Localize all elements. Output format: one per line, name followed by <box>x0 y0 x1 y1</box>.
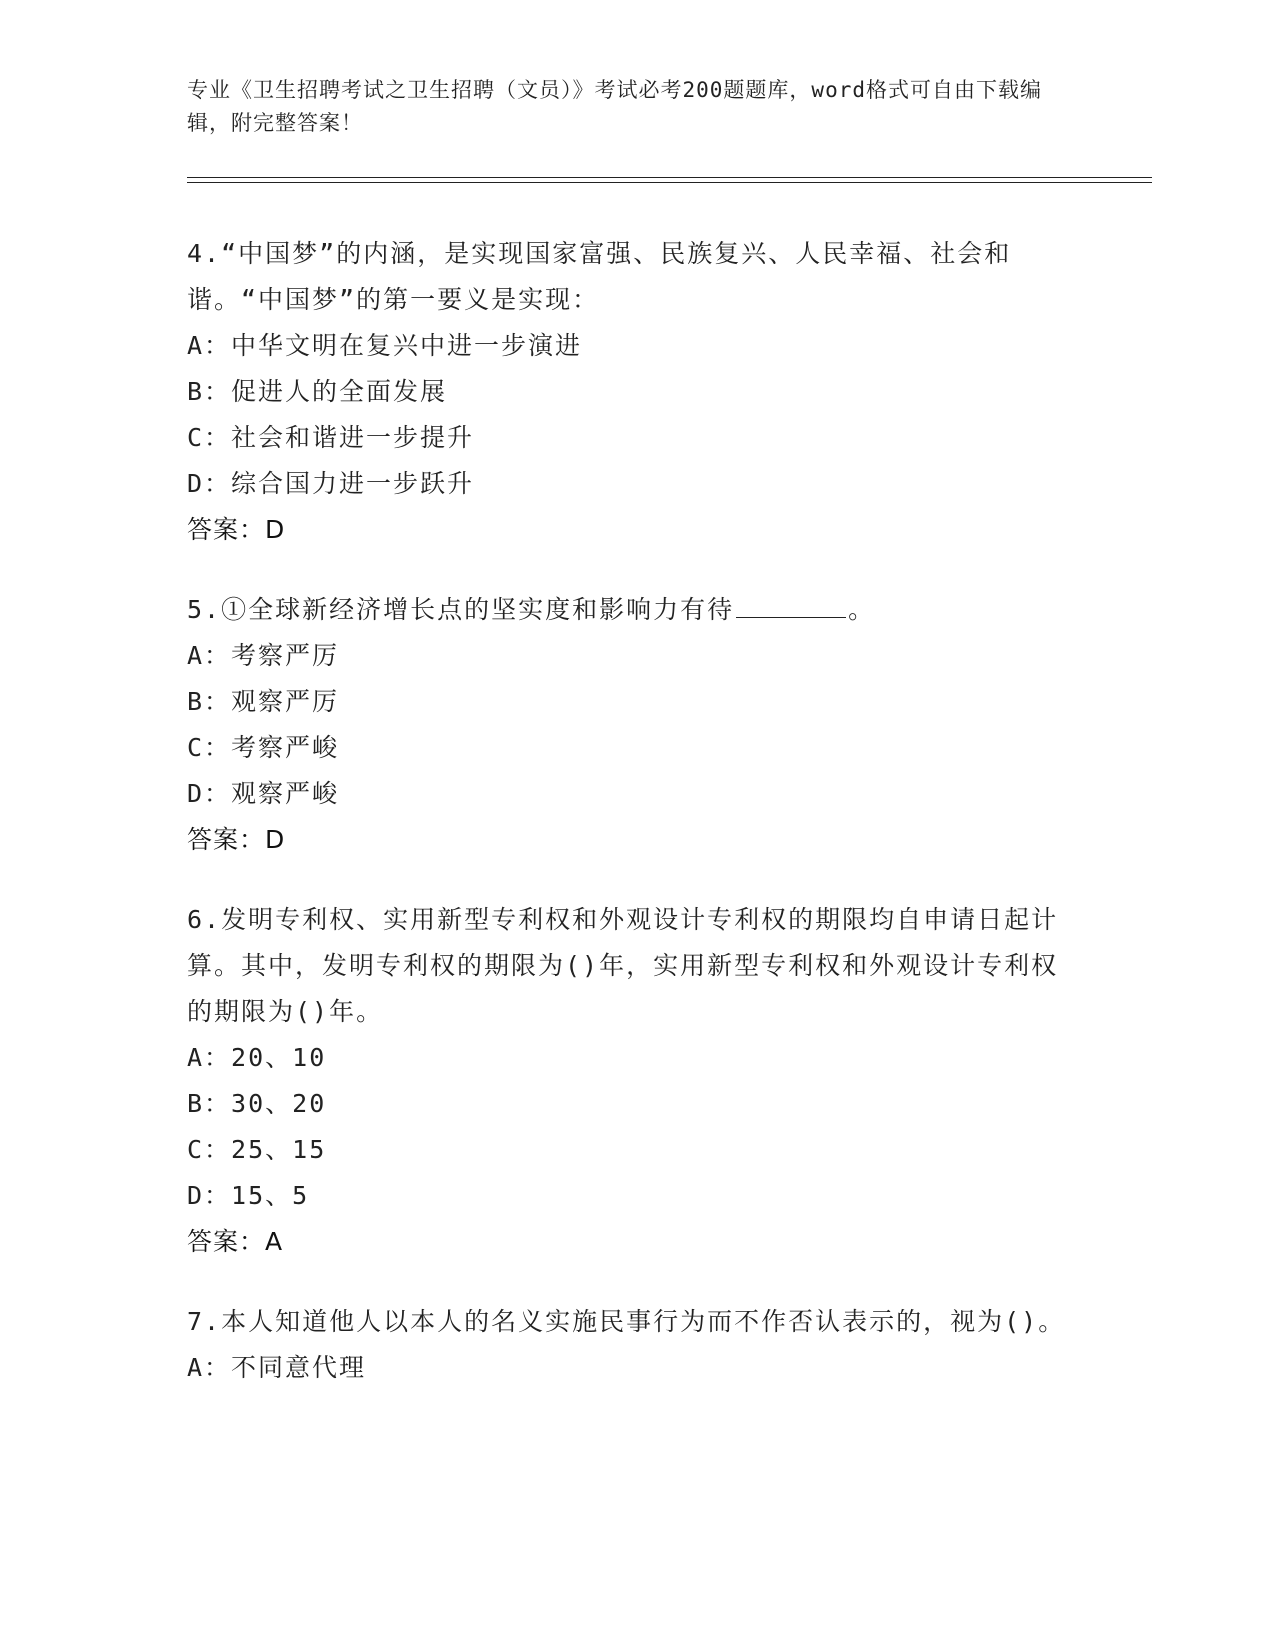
answer-line: 答案：A <box>187 1227 284 1256</box>
stem-end-punctuation: 。 <box>848 595 876 624</box>
option-a: A：不同意代理 <box>187 1353 367 1382</box>
question-list <box>187 231 1067 1425</box>
document-header: 专业《卫生招聘考试之卫生招聘（文员）》考试必考200题题库，word格式可自由下载编辑，附完整答案！ <box>187 78 1042 135</box>
stem-text: 5.①全球新经济增长点的坚实度和影响力有待 <box>187 595 735 624</box>
header-divider-top <box>187 177 1152 178</box>
option-c: C：社会和谐进一步提升 <box>187 423 475 452</box>
option-b: B：促进人的全面发展 <box>187 377 448 406</box>
option-d: D：15、5 <box>187 1181 310 1210</box>
option-a: A：考察严厉 <box>187 641 340 670</box>
answer-line: 答案：D <box>187 515 286 544</box>
question-7 <box>187 1299 1067 1391</box>
fill-in-blank <box>736 591 846 618</box>
question-6 <box>187 897 1067 1265</box>
option-d: D：综合国力进一步跃升 <box>187 469 475 498</box>
question-stem: 4.“中国梦”的内涵，是实现国家富强、民族复兴、人民幸福、社会和谐。“中国梦”的第一要义是实现： <box>187 239 1012 314</box>
question-stem: 6.发明专利权、实用新型专利权和外观设计专利权的期限均自申请日起计算。其中，发明专利权的期限为()年，实用新型专利权和外观设计专利权的期限为()年。 <box>187 905 1059 1026</box>
option-b: B：30、20 <box>187 1089 327 1118</box>
question-stem: 7.本人知道他人以本人的名义实施民事行为而不作否认表示的，视为()。 <box>187 1307 1066 1336</box>
option-b: B：观察严厉 <box>187 687 340 716</box>
question-4 <box>187 231 1067 553</box>
question-stem <box>187 587 1067 633</box>
option-d: D：观察严峻 <box>187 779 340 808</box>
option-c: C：考察严峻 <box>187 733 340 762</box>
option-c: C：25、15 <box>187 1135 327 1164</box>
option-a: A：20、10 <box>187 1043 327 1072</box>
question-5 <box>187 587 1067 863</box>
header-divider-bottom <box>187 182 1152 183</box>
option-a: A：中华文明在复兴中进一步演进 <box>187 331 583 360</box>
answer-line: 答案：D <box>187 825 286 854</box>
